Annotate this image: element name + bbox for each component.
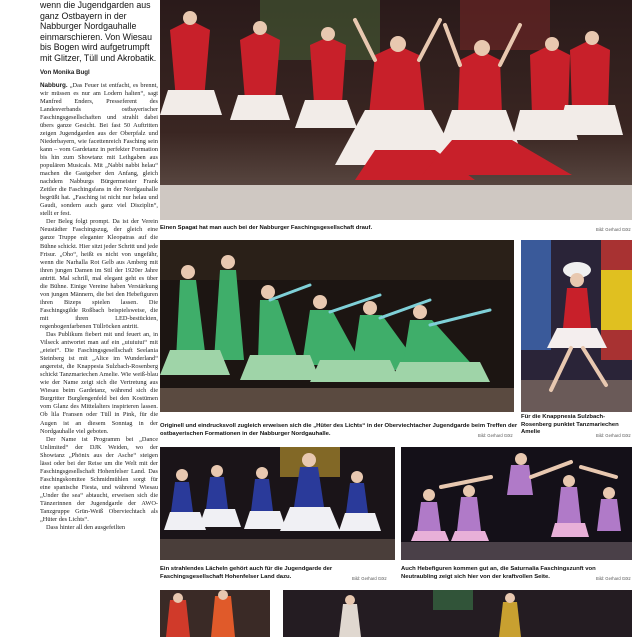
article-paragraph: Das Publikum fiebert mit und feuert an, in Vilseck antwortet man auf ein „uiuiuiui“ mit „eieiei“. Die Faschingsgesellschaft Seelania Steinberg ist mit „Alice im Wunderland“ angereist, die Knappesia Sulzbach-Rosenberg schickt Tanzmariechen Amelie. Wie weiß-blau wie der Name zeigt sich die Vertretung aus Wiesau beim Gardetanz, während sich die Burgritter Burglengenfeld bei den Kostümen vom Glanz des Mittelalters inspirieren lassen. Ob lila Fransen oder Tüll in Pink, für die Augen ist an diesem Sonntag in der Nordgauhalle viel geboten. [40,331,158,435]
photo-caption: Originell und eindrucksvoll zugleich erweisen sich die „Hüter des Lichts“ in der Oberviechtacher Jugendgarde beim Treffen der ostbayerischen Formationen in der Nabburger Nordgauhalle. [160,423,518,437]
article-paragraph: Nabburg. „Das Feuer ist entfacht, es brennt, wir müssen es nur am Lodern halten“, sagt Manfred Enders, Presseferent des Landesverbands ostbayerischer Faschingsgesellschaften und strahlt dabei übers ganze Gesicht. Bei fast 50 Auftritten zeigen Jugendgarden aus der Oberpfalz und Niederbayern, wie facettenreich Fasching sein kann – vom Gardetanz in perfekter Formation bis hin zum Showtanz mit Leihgaben aus populären Musicals. Mit „Nabbi nabbi helau“ machen die Gastgeber den Anfang, gleich nachdem Nabburgs Bürgermeister Frank Zeitler die Faschingsfans in der Nordgauhalle begrüßt hat. „Fasching ist nicht nur helau und Gaudi, sondern auch ganz viel Disziplin“, stellt er fest. [40,81,158,218]
photo-credit: Bild: Gerhard Götz [352,576,387,581]
photo-hohenfelser-land-guard [160,447,395,560]
photo-nabburg-guard [160,0,632,220]
article-paragraph: Der Beleg folgt prompt. Da ist der Verein Neustädter Faschingszug, der gleich eine ganze Truppe eleganter Kleopatras auf die Bühne schickt. Hier sitzt jeder Schritt und jede Frisur. „Oho“, heißt es nicht von ungefähr, wenn die Narhalla Rot Gelb aus Amberg mit ihren jungen Damen im Stil der 1920er Jahre antritt. Mal schrill, mal elegant geht es über die Bühne. Einige Vereine haben Verstärkung von jungen Männern, die bei den Hebefiguren ihren Bizeps spielen lassen. Die Faschingsgilde Roßbach beispielsweise, die mit ihren LED-bestückten, regenbogenfarbenen Tüllröcken antritt. [40,218,158,330]
photo-caption: Auch Hebefiguren kommen gut an, die Saturnalia Faschingszunft von Neutraubling zeigt sich hier von der kraftvollen Seite. [401,566,596,580]
photo-bottom-left-partial [160,590,270,637]
article-paragraph: Der Name ist Programm bei „Dance Unlimited“ der DJK Weiden, wo der Showtanz „Phönix aus der Asche“ steigen lässt oder bei der Reise um die Welt mit der Faschingsgesellschaft Hohenfelser Land. Das Faschingskomitee Schmidmühlen sorgt für eine spanische Fiesta, und während Wiesau „Under the sea“ abtaucht, erweisen sich die Tänzerinnen der Jugendgarde der AWO-Tanzgruppe Grün-Weiß Oberviechtach als „Hüter des Lichts“. [40,435,158,524]
photo-credit: Bild: Gerhard Götz [596,433,631,438]
article-byline: Von Monika Bugl [40,68,90,76]
article-text-column [40,0,158,637]
photo-oberviechtach-guard [160,240,514,412]
article-intro: wenn die Jugendgarden aus ganz Ostbayern in der Nabburger Nordgauhalle einmarschieren. Von Wiesau bis Bogen wird aufgetrumpft mit Glitzer, Tüll und Akrobatik. [40,0,157,63]
photo-credit: Bild: Gerhard Götz [596,227,631,232]
article-dateline: Nabburg. [40,81,68,89]
photo-tanzmariechen-amelie [521,240,632,412]
photo-bottom-right-partial [283,590,632,637]
photo-credit: Bild: Gerhard Götz [478,433,513,438]
photo-saturnalia-neutraubling [401,447,632,560]
article-paragraph: Dass hinter all den ausgefeilten [46,524,126,532]
article-body [40,82,158,533]
photo-credit: Bild: Gerhard Götz [596,576,631,581]
photo-caption: Für die Knappnesia Sulzbach-Rosenberg punktet Tanzmariechen Amelie [521,414,619,436]
photo-caption: Ein strahlendes Lächeln gehört auch für die Jugendgarde der Faschingsgesellschaft Hohenfelser Land dazu. [160,566,333,580]
photo-caption: Einen Spagat hat man auch bei der Nabburger Faschingsgesellschaft drauf. [160,225,373,231]
